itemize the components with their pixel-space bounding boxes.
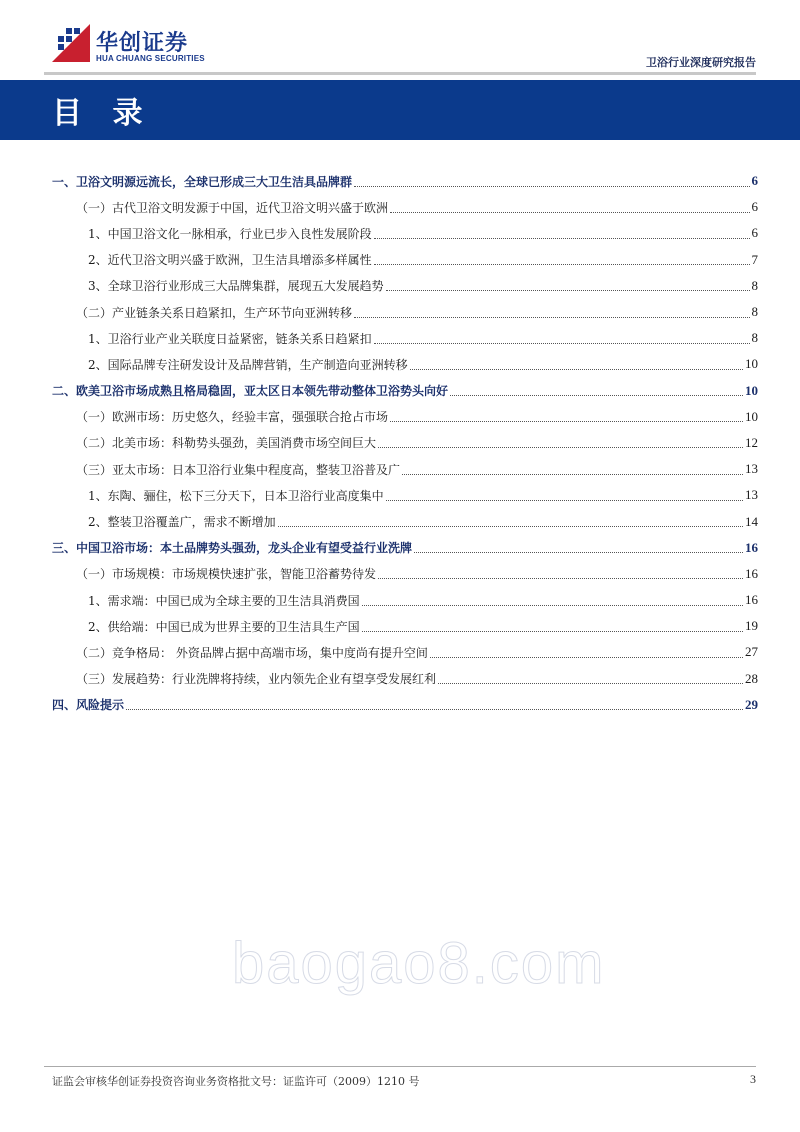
toc-entry[interactable] (52, 325, 758, 351)
toc-entry-title: 1、卫浴行业产业关联度日益紧密，链条关系日趋紧扣 (88, 331, 372, 346)
toc-entry-page: 13 (745, 461, 758, 477)
header-divider (44, 72, 756, 75)
toc-dot-leader (278, 526, 743, 527)
page-header (0, 0, 800, 80)
logo-mark-icon (52, 24, 90, 62)
toc-dot-leader (390, 421, 743, 422)
toc-entry-title: 二、欧美卫浴市场成熟且格局稳固，亚太区日本领先带动整体卫浴势头向好 (52, 384, 449, 399)
page-number: 3 (750, 1072, 756, 1086)
logo-chinese-name: 华创证券 (96, 31, 189, 56)
logo-english-name: HUA CHUANG SECURITIES (96, 54, 205, 63)
toc-dot-leader (354, 317, 749, 318)
toc-dot-leader (430, 657, 743, 658)
toc-dot-leader (450, 395, 743, 396)
toc-entry-title: （二）北美市场：科勒势头强劲，美国消费市场空间巨大 (76, 436, 377, 451)
toc-entry[interactable] (52, 299, 758, 325)
toc-entry-title: 三、中国卫浴市场：本土品牌势头强劲，龙头企业有望受益行业洗牌 (52, 541, 413, 556)
toc-entry[interactable] (52, 378, 758, 404)
toc-entry-page: 10 (745, 356, 758, 372)
toc-dot-leader (402, 474, 743, 475)
toc-dot-leader (374, 343, 750, 344)
toc-entry-page: 13 (745, 487, 758, 503)
toc-entry[interactable] (52, 273, 758, 299)
toc-entry[interactable] (52, 535, 758, 561)
toc-dot-leader (390, 212, 749, 213)
toc-entry-title: 2、整装卫浴覆盖广，需求不断增加 (88, 515, 276, 530)
toc-entry-page: 8 (751, 304, 758, 320)
toc-entry[interactable] (52, 220, 758, 246)
toc-dot-leader (410, 369, 743, 370)
toc-dot-leader (378, 447, 743, 448)
toc-entry-title: 四、风险提示 (52, 698, 125, 713)
toc-entry-page: 6 (751, 225, 758, 241)
toc-entry-title: 2、近代卫浴文明兴盛于欧洲，卫生洁具增添多样属性 (88, 253, 372, 268)
page-title: 目 录 (52, 96, 153, 131)
toc-entry[interactable] (52, 639, 758, 665)
toc-dot-leader (386, 290, 750, 291)
toc-dot-leader (374, 238, 750, 239)
toc-entry[interactable] (52, 168, 758, 194)
toc-entry-page: 27 (745, 644, 758, 660)
toc-entry[interactable] (52, 404, 758, 430)
toc-entry[interactable] (52, 351, 758, 377)
toc-entry[interactable] (52, 508, 758, 534)
toc-dot-leader (386, 500, 743, 501)
toc-entry-page: 16 (745, 539, 758, 555)
toc-entry-page: 14 (745, 513, 758, 529)
toc-dot-leader (438, 683, 743, 684)
toc-entry-title: 1、东陶、骊住，松下三分天下，日本卫浴行业高度集中 (88, 488, 384, 503)
toc-entry-title: （二）竞争格局： 外资品牌占据中高端市场，集中度尚有提升空间 (76, 645, 428, 660)
footer-disclaimer: 证监会审核华创证券投资咨询业务资格批文号：证监许可（2009）1210 号 (52, 1075, 420, 1088)
toc-entry-page: 16 (745, 592, 758, 608)
toc-entry-page: 7 (751, 251, 758, 267)
toc-entry-title: 一、卫浴文明源远流长，全球已形成三大卫生洁具品牌群 (52, 174, 353, 189)
toc-entry[interactable] (52, 194, 758, 220)
toc-dot-leader (374, 264, 750, 265)
footer-divider (44, 1066, 756, 1067)
toc-entry-page: 28 (745, 670, 758, 686)
company-logo (52, 24, 212, 66)
toc-entry-page: 29 (745, 696, 758, 712)
toc-dot-leader (414, 552, 743, 553)
toc-entry-title: （一）欧洲市场：历史悠久，经验丰富，强强联合抢占市场 (76, 410, 389, 425)
toc-entry-page: 12 (745, 434, 758, 450)
toc-entry-page: 19 (745, 618, 758, 634)
toc-dot-leader (354, 186, 749, 187)
toc-dot-leader (378, 578, 743, 579)
report-type-label: 卫浴行业深度研究报告 (646, 56, 756, 69)
toc-entry-title: 2、国际品牌专注研发设计及品牌营销，生产制造向亚洲转移 (88, 357, 408, 372)
toc-entry-title: （三）发展趋势：行业洗牌将持续，业内领先企业有望享受发展红利 (76, 672, 437, 687)
toc-entry-page: 6 (751, 173, 758, 189)
toc-entry-title: （二）产业链条关系日趋紧扣，生产环节向亚洲转移 (76, 305, 353, 320)
toc-entry[interactable] (52, 456, 758, 482)
toc-entry-page: 10 (745, 382, 758, 398)
toc-entry[interactable] (52, 430, 758, 456)
toc-entry-title: （三）亚太市场：日本卫浴行业集中程度高，整装卫浴普及广 (76, 462, 401, 477)
toc-entry-title: （一）古代卫浴文明发源于中国，近代卫浴文明兴盛于欧洲 (76, 200, 389, 215)
toc-entry[interactable] (52, 482, 758, 508)
toc-dot-leader (362, 631, 743, 632)
toc-entry-page: 8 (751, 330, 758, 346)
toc-entry[interactable] (52, 247, 758, 273)
toc-entry[interactable] (52, 692, 758, 718)
toc-entry[interactable] (52, 587, 758, 613)
toc-entry-page: 16 (745, 565, 758, 581)
toc-entry-page: 8 (751, 277, 758, 293)
toc-dot-leader (126, 709, 743, 710)
toc-entry-title: 3、全球卫浴行业形成三大品牌集群，展现五大发展趋势 (88, 279, 384, 294)
toc-entry[interactable] (52, 613, 758, 639)
toc-dot-leader (362, 605, 743, 606)
toc-entry[interactable] (52, 666, 758, 692)
toc-entry-title: 1、中国卫浴文化一脉相承，行业已步入良性发展阶段 (88, 226, 372, 241)
toc-entry-page: 6 (751, 199, 758, 215)
toc-entry-title: 2、供给端：中国已成为世界主要的卫生洁具生产国 (88, 619, 360, 634)
toc-entry[interactable] (52, 561, 758, 587)
toc-entry-page: 10 (745, 408, 758, 424)
watermark-text: baogao8.com (232, 931, 606, 996)
table-of-contents (52, 168, 758, 718)
toc-entry-title: 1、需求端：中国已成为全球主要的卫生洁具消费国 (88, 593, 360, 608)
toc-entry-title: （一）市场规模：市场规模快速扩张，智能卫浴蓄势待发 (76, 567, 377, 582)
